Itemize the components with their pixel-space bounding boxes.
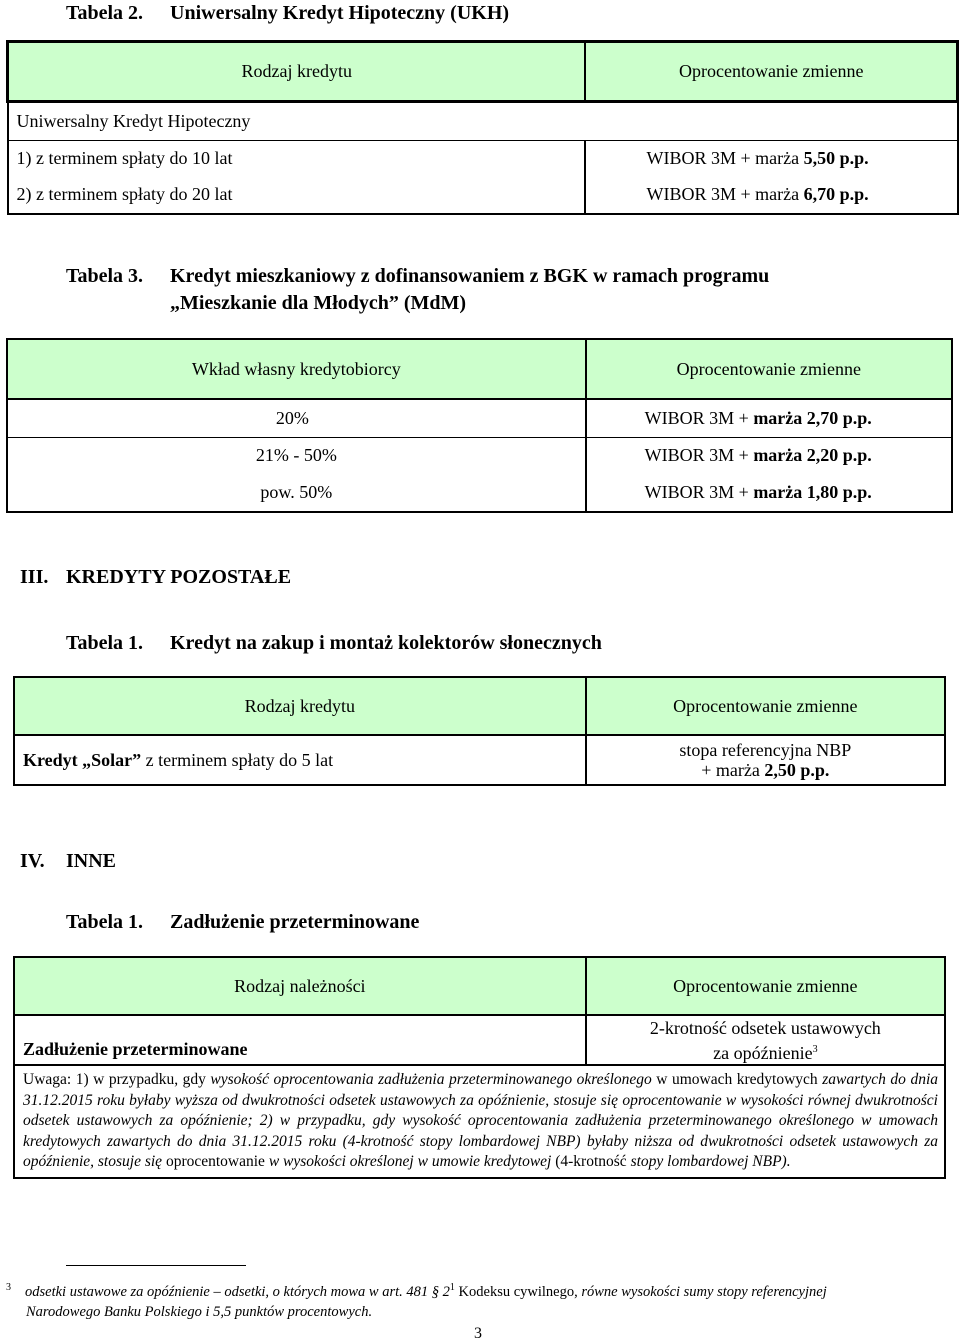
note-text-italic: w wysokości określonej w umowie kredytowej: [268, 1153, 552, 1170]
row-label-bold: Kredyt „Solar”: [23, 749, 142, 770]
table-debt-title: [66, 911, 419, 934]
table-solar-header-rate: Oprocentowanie zmienne: [586, 677, 945, 735]
table-mdm-title-line1: Kredyt mieszkaniowy z dofinansowaniem z BGK w ramach programu: [170, 265, 770, 287]
table-row: [7, 399, 952, 437]
table-debt-title-number: Tabela 1.: [66, 911, 144, 933]
footnote-text: Kodeksu cywilnego,: [454, 1283, 582, 1300]
rate-line2-text: za opóźnienie: [713, 1042, 813, 1063]
table-ukh-header-type: Rodzaj kredytu: [8, 42, 586, 102]
table-debt-header-rate: Oprocentowanie zmienne: [586, 957, 945, 1015]
table-mdm-row-label: pow. 50%: [7, 474, 586, 512]
table-ukh-group-label: Uniwersalny Kredyt Hipoteczny: [16, 111, 251, 131]
section-4-title: INNE: [66, 850, 117, 872]
table-ukh: [6, 40, 959, 215]
section-4-heading: [20, 850, 116, 873]
table-debt-note: [14, 1065, 945, 1178]
table-solar-row-label: [14, 735, 586, 785]
rate-value: 6,70 p.p.: [803, 184, 869, 204]
table-ukh-title-number: Tabela 2.: [66, 2, 144, 24]
rate-prefix: WIBOR 3M +: [644, 407, 754, 428]
table-mdm-header-contribution: Wkład własny kredytobiorcy: [7, 339, 586, 399]
section-3-heading: [20, 566, 291, 589]
rate-prefix: + marża: [701, 760, 765, 780]
note-text-italic: wysokość oprocentowania zadłużenia przeterminowanego określonego: [210, 1071, 652, 1088]
table-solar-row-rate: [586, 735, 945, 785]
footnote-line2: [6, 1302, 946, 1322]
footnote-section-sign: § 2: [431, 1283, 450, 1300]
table-mdm-row-rate: [586, 474, 952, 512]
footnote-separator: [66, 1265, 246, 1266]
rate-value: 5,50 p.p.: [803, 148, 869, 169]
footnote-text-italic: odsetki ustawowe za opóźnienie – odsetki, o których mowa w art. 481: [25, 1283, 432, 1300]
table-mdm-title-number: Tabela 3.: [66, 265, 144, 287]
note-text: oprocentowanie: [162, 1153, 269, 1170]
table-debt-title-text: Zadłużenie przeterminowane: [170, 911, 420, 933]
table-ukh-row-rate: [585, 177, 957, 214]
rate-prefix: WIBOR 3M +: [644, 482, 754, 502]
note-text: w umowach kredytowych: [651, 1071, 823, 1088]
table-debt: [13, 956, 946, 1179]
table-mdm-row-label: 20%: [7, 399, 586, 437]
page-number: 3: [474, 1325, 482, 1342]
rate-value: marża 2,20 p.p.: [753, 445, 872, 466]
rate-line2: [595, 760, 936, 780]
table-mdm-row-rate: [586, 437, 952, 474]
table-ukh-row-label: 2) z terminem spłaty do 20 lat: [8, 177, 586, 214]
table-mdm-header-rate: Oprocentowanie zmienne: [586, 339, 952, 399]
table-ukh-header-rate: Oprocentowanie zmienne: [585, 42, 957, 102]
note-text: (4-krotność: [551, 1153, 631, 1170]
rate-line1: stopa referencyjna NBP: [679, 740, 852, 760]
table-row: [8, 141, 958, 177]
table-solar-header-type: Rodzaj kredytu: [14, 677, 586, 735]
note-text-italic: zawartych do dnia 31.12.2015 roku byłaby wyższa od dwukrotności odsetek ustawowych za opóźnienie, stosuje się oprocentowanie w wysokości równej dwukrotności odsetek ustawowych za opóźnienie; 2) w przypadku, gdy wysokość oprocentowania zadłużenia przeterminowanego określonego w umowach kredytowych zawartych do dnia 31.12.2015 roku (4-krotność stopy lombardowej NBP) byłaby niższa od dwukrotności odsetek ustawowych za opóźnienie, stosuje się: [23, 1071, 938, 1170]
table-ukh-row-rate: [585, 141, 957, 177]
table-row: [7, 474, 952, 512]
rate-value: marża 1,80 p.p.: [753, 482, 872, 502]
rate-prefix: WIBOR 3M + marża: [646, 148, 804, 169]
section-3-number: III.: [20, 566, 49, 588]
rate-value: 2,50 p.p.: [764, 760, 830, 780]
table-debt-note-row: [14, 1065, 945, 1178]
row-label-rest: z terminem spłaty do 5 lat: [141, 749, 334, 770]
table-ukh-title: [66, 2, 509, 25]
table-mdm-row-label: 21% - 50%: [7, 437, 586, 474]
rate-line1: 2-krotność odsetek ustawowych: [649, 1017, 881, 1038]
table-row: [14, 735, 945, 785]
table-solar-title: [66, 632, 602, 655]
note-text-italic: stopy lombardowej NBP).: [630, 1153, 791, 1170]
footnote-ref: 3: [812, 1043, 818, 1055]
table-debt-row-label: Zadłużenie przeterminowane: [14, 1015, 586, 1065]
section-3-title: KREDYTY POZOSTAŁE: [66, 566, 292, 588]
rate-prefix: WIBOR 3M + marża: [646, 184, 804, 204]
footnote-marker: 3: [6, 1282, 11, 1293]
footnote-superscript: 1: [449, 1282, 455, 1293]
rate-line2: [595, 1039, 936, 1064]
table-ukh-title-text: Uniwersalny Kredyt Hipoteczny (UKH): [170, 2, 510, 24]
table-row: [8, 177, 958, 214]
table-mdm-title-line2: „Mieszkanie dla Młodych” (MdM): [170, 292, 467, 314]
table-mdm: [6, 338, 953, 513]
table-row: [7, 437, 952, 474]
footnote-text-italic: Narodowego Banku Polskiego i 5,5 punktów procentowych.: [26, 1303, 373, 1320]
table-solar-title-text: Kredyt na zakup i montaż kolektorów słonecznych: [170, 632, 602, 654]
section-4-number: IV.: [20, 850, 45, 872]
footnote-text-italic: równe wysokości sumy stopy referencyjnej: [581, 1283, 827, 1300]
footnote: [6, 1278, 946, 1322]
table-solar-title-number: Tabela 1.: [66, 632, 144, 654]
footnote-line1: [6, 1278, 946, 1302]
table-debt-row-rate: [586, 1015, 945, 1065]
note-text: Uwaga: 1) w przypadku, gdy: [23, 1071, 211, 1088]
table-row: [14, 1015, 945, 1065]
rate-value: marża 2,70 p.p.: [753, 407, 872, 428]
table-solar: [13, 676, 946, 786]
rate-prefix: WIBOR 3M +: [644, 445, 754, 466]
table-mdm-row-rate: [586, 399, 952, 437]
table-debt-header-type: Rodzaj należności: [14, 957, 586, 1015]
table-ukh-row-label: 1) z terminem spłaty do 10 lat: [8, 141, 586, 177]
table-mdm-title: [66, 265, 769, 288]
